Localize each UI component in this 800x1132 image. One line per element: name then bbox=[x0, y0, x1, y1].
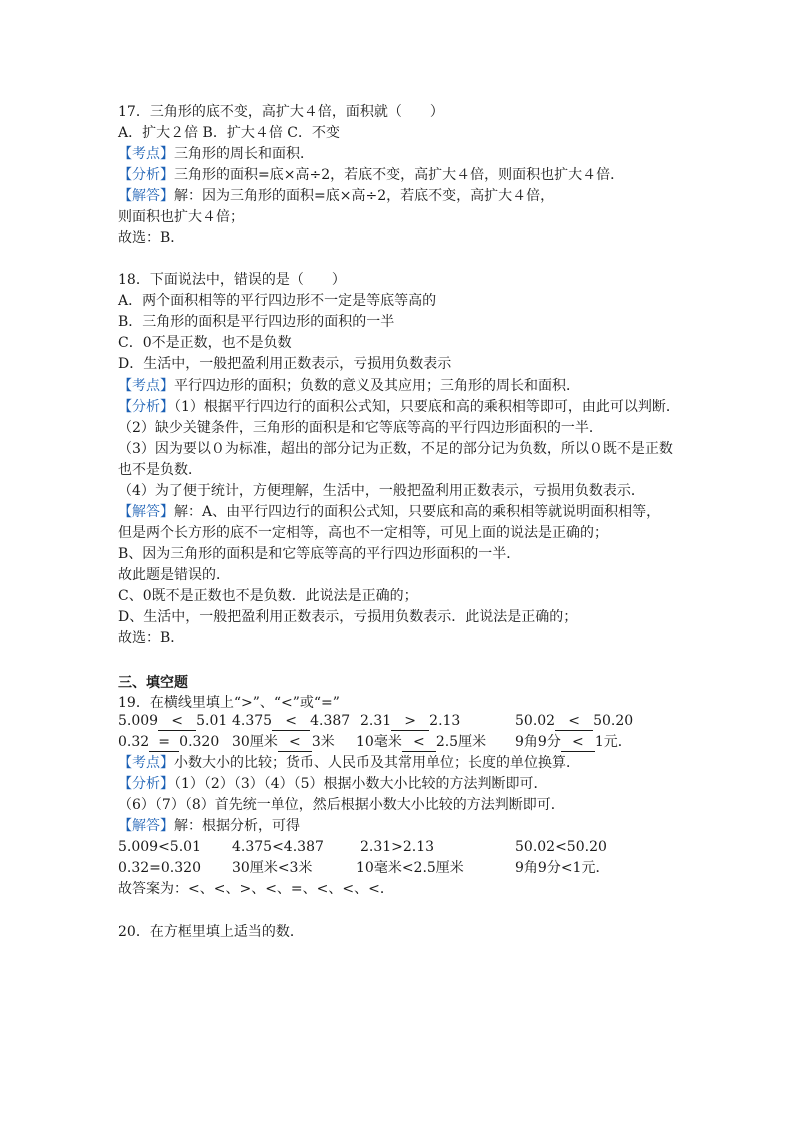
q18-jieda-5: C、0既不是正数也不是负数．此说法是正确的； bbox=[118, 588, 418, 604]
answer-blank: < bbox=[278, 733, 312, 752]
q17-fenxi bbox=[118, 166, 624, 184]
q18-kaodian bbox=[118, 377, 580, 395]
q19-stem: 19．在横线里填上“>”、“<”或“=” bbox=[118, 695, 340, 711]
fenxi-tag: 【分析】 bbox=[118, 776, 174, 792]
item-right: 4.387 bbox=[310, 713, 351, 729]
q19-result: 9角9分<1元． bbox=[515, 860, 610, 876]
fenxi-tag: 【分析】 bbox=[118, 167, 174, 183]
jieda-text: 解：根据分析，可得 bbox=[174, 818, 300, 834]
item-right: 5.01 bbox=[196, 713, 228, 729]
answer-blank: < bbox=[555, 712, 593, 731]
q18-fenxi-4: （4）为了便于统计，方便理解，生活中，一般把盈利用正数表示，亏损用负数表示． bbox=[118, 483, 645, 499]
q18-option-a: A．两个面积相等的平行四边形不一定是等底等高的 bbox=[118, 293, 437, 309]
kaodian-text: 三角形的周长和面积． bbox=[174, 146, 314, 162]
q18-jieda bbox=[118, 503, 660, 521]
item-right: 2.13 bbox=[429, 713, 461, 729]
jieda-text: 解：因为三角形的面积=底×高÷2，若底不变，高扩大４倍， bbox=[174, 188, 555, 204]
q19-jieda bbox=[118, 817, 300, 835]
fenxi-text: （1）根据平行四边行的面积公式知，只要底和高的乘积相等即可，由此可以判断． bbox=[174, 399, 680, 415]
q19-kaodian bbox=[118, 754, 580, 772]
q19-fenxi bbox=[118, 775, 548, 793]
fenxi-tag: 【分析】 bbox=[118, 399, 174, 415]
q19-result: 50.02<50.20 bbox=[515, 839, 607, 855]
kaodian-text: 小数大小的比较；货币、人民币及其常用单位；长度的单位换算． bbox=[174, 755, 580, 771]
item-left: 10毫米 bbox=[356, 734, 402, 750]
q18-option-b: B．三角形的面积是平行四边形的面积的一半 bbox=[118, 314, 395, 330]
q17-stem: 17．三角形的底不变，高扩大４倍，面积就（ ） bbox=[118, 104, 444, 120]
q19-result: 0.32=0.320 bbox=[118, 860, 201, 876]
q18-fenxi-3b: 也不是负数． bbox=[118, 462, 202, 478]
q18-answer: 故选：B． bbox=[118, 630, 185, 646]
q18-stem: 18．下面说法中，错误的是（ ） bbox=[118, 272, 346, 288]
item-right: 3米 bbox=[311, 734, 335, 750]
q18-jieda-2: 但是两个长方形的底不一定相等，高也不一定相等，可见上面的说法是正确的； bbox=[118, 525, 608, 541]
q19-item bbox=[515, 733, 632, 752]
answer-blank: > bbox=[391, 712, 429, 731]
q19-result: 2.31>2.13 bbox=[360, 839, 435, 855]
q19-fenxi-2: （6）（7）（8）首先统一单位，然后根据小数大小比较的方法判断即可． bbox=[118, 797, 565, 813]
answer-blank: < bbox=[561, 733, 595, 752]
answer-blank: < bbox=[402, 733, 436, 752]
kaodian-tag: 【考点】 bbox=[118, 755, 174, 771]
jieda-tag: 【解答】 bbox=[118, 504, 174, 520]
q19-item bbox=[360, 712, 460, 731]
kaodian-tag: 【考点】 bbox=[118, 146, 174, 162]
fenxi-text: （1）（2）（3）（4）（5）根据小数大小比较的方法判断即可． bbox=[174, 776, 548, 792]
q17-answer: 故选：B． bbox=[118, 230, 185, 246]
q18-option-c: C．0不是正数，也不是负数 bbox=[118, 335, 292, 351]
q19-item bbox=[118, 712, 227, 731]
item-left: 9角9分 bbox=[515, 734, 561, 750]
q18-fenxi-2: （2）缺少关键条件，三角形的面积是和它等底等高的平行四边形面积的一半． bbox=[118, 420, 603, 436]
q17-jieda bbox=[118, 187, 554, 205]
item-left: 5.009 bbox=[118, 713, 159, 729]
q18-fenxi bbox=[118, 398, 680, 416]
item-left: 0.32 bbox=[118, 734, 150, 750]
q17-options: A．扩大２倍 B．扩大４倍 C．不变 bbox=[118, 125, 341, 141]
q20-stem: 20．在方框里填上适当的数． bbox=[118, 924, 304, 940]
q18-option-d: D．生活中，一般把盈利用正数表示，亏损用负数表示 bbox=[118, 356, 452, 372]
answer-blank: = bbox=[149, 733, 179, 752]
answer-blank: < bbox=[272, 712, 310, 731]
kaodian-text: 平行四边形的面积；负数的意义及其应用；三角形的周长和面积． bbox=[174, 378, 580, 394]
item-left: 4.375 bbox=[232, 713, 273, 729]
answer-blank: < bbox=[158, 712, 196, 731]
q18-jieda-4: 故此题是错误的． bbox=[118, 567, 230, 583]
item-left: 50.02 bbox=[515, 713, 556, 729]
q18-fenxi-3: （3）因为要以０为标准，超出的部分记为正数，不足的部分记为负数，所以０既不是正数 bbox=[118, 441, 673, 457]
q19-item bbox=[356, 733, 486, 752]
q19-result: 30厘米<3米 bbox=[232, 860, 313, 876]
jieda-text: 解：A、由平行四边行的面积公式知，只要底和高的乘积相等就说明面积相等， bbox=[174, 504, 661, 520]
item-right: 50.20 bbox=[593, 713, 634, 729]
fenxi-text: 三角形的面积=底×高÷2，若底不变，高扩大４倍，则面积也扩大４倍． bbox=[174, 167, 625, 183]
item-right: 0.320 bbox=[179, 734, 220, 750]
q19-answer: 故答案为：<、<、>、<、=、<、<、<． bbox=[118, 881, 394, 897]
jieda-tag: 【解答】 bbox=[118, 188, 174, 204]
q19-result: 5.009<5.01 bbox=[118, 839, 201, 855]
q18-jieda-3: B、因为三角形的面积是和它等底等高的平行四边形面积的一半． bbox=[118, 546, 521, 562]
q17-kaodian bbox=[118, 145, 314, 163]
q19-result: 10毫米<2.5厘米 bbox=[356, 860, 464, 876]
item-right: 1元． bbox=[594, 734, 632, 750]
q19-item bbox=[118, 733, 219, 752]
item-left: 2.31 bbox=[360, 713, 392, 729]
q19-item bbox=[232, 712, 350, 731]
jieda-tag: 【解答】 bbox=[118, 818, 174, 834]
kaodian-tag: 【考点】 bbox=[118, 378, 174, 394]
item-left: 30厘米 bbox=[232, 734, 278, 750]
q17-jieda-2: 则面积也扩大４倍； bbox=[118, 209, 244, 225]
item-right: 2.5厘米 bbox=[435, 734, 487, 750]
q19-item bbox=[515, 712, 633, 731]
section-title: 三、填空题 bbox=[118, 675, 188, 691]
q19-item bbox=[232, 733, 335, 752]
q18-jieda-6: D、生活中，一般把盈利用正数表示，亏损用负数表示．此说法是正确的； bbox=[118, 609, 578, 625]
q19-result: 4.375<4.387 bbox=[232, 839, 324, 855]
